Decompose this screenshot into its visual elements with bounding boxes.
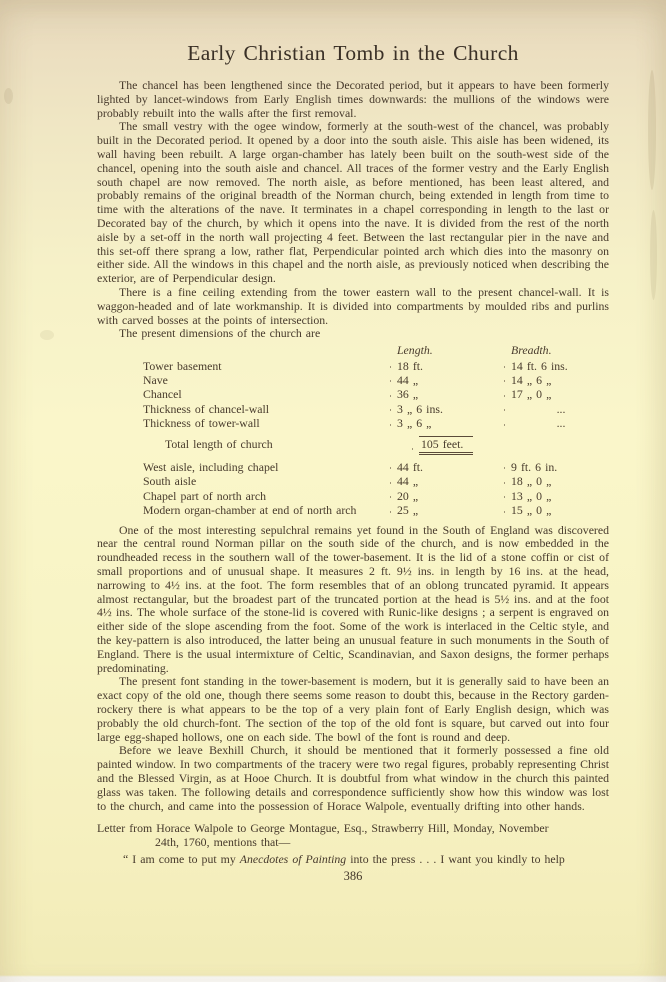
page-number: 386 <box>343 868 363 883</box>
row-breadth: 14 „ 6 „ <box>511 372 552 387</box>
letter-line-2: 24th, 1760, mentions that— <box>155 835 291 850</box>
table-row <box>143 416 609 430</box>
dot-leader <box>383 420 391 430</box>
row-breadth: ... <box>556 401 566 416</box>
row-label: Chancel <box>143 387 182 402</box>
paragraph-ceiling: There is a fine ceiling extending from the tower eastern wall to the present chancel-wall. It is waggon-headed and of late workmanship. It is divided into compartments by moulded ribs and purlins with carved bosses at the points of intersection. <box>97 284 609 327</box>
paragraph-dimensions-intro: The present dimensions of the church are <box>119 326 321 341</box>
dot-leader <box>383 362 391 372</box>
row-breadth: 14 ft. 6 ins. <box>511 358 568 373</box>
header-spacer <box>383 347 391 357</box>
dot-leader <box>497 405 505 415</box>
scan-smudge <box>650 210 657 300</box>
row-label: Nave <box>143 372 168 387</box>
row-length: 44 ft. <box>397 459 424 474</box>
row-label: Thickness of chancel-wall <box>143 401 270 416</box>
row-label: Chapel part of north arch <box>143 488 266 503</box>
scan-smudge <box>648 70 656 190</box>
paragraph-painted-window: Before we leave Bexhill Church, it should be mentioned that it formerly possessed a fine old painted window. In two compartments of the tracery were two regal figures, probably representing Christ and the Blessed Virgin, as at Hooe Church. It is doubtful from what window in the church this painted glass was taken. The following details and correspondence sufficiently show how this window was lost to the church, and came into the possession of Horace Walpole, eventually drifting into other hands. <box>97 743 609 813</box>
row-breadth: 15 „ 0 „ <box>511 503 552 518</box>
dot-leader <box>497 391 505 401</box>
row-length: 44 „ <box>397 474 419 489</box>
dot-leader <box>497 507 505 517</box>
row-breadth: 9 ft. 6 in. <box>511 459 558 474</box>
dimensions-table <box>143 343 609 517</box>
letter-line-1: Letter from Horace Walpole to George Montague, Esq., Strawberry Hill, Monday, November <box>97 821 549 836</box>
total-label: Total length of church <box>165 436 273 451</box>
table-row <box>143 387 609 401</box>
paragraph-sepulchral: One of the most interesting sepulchral remains yet found in the South of England was discovered near the central round Norman pillar on the south side of the church, and is now embedded in the roundheaded recess in the southern wall of the tower-basement. It is the lid of a stone coffin or cist of small proportions and of unusual shape. It measures 2 ft. 9½ ins. in length by 16 ins. at the head, narrowing to 4½ ins. at the foot. The form resembles that of an oblong truncated pyramid. It appears almost rectangular, but the broadest part of the truncated portion at the head is 5½ ins. and at the foot 4½ ins. The whole surface of the stone-lid is covered with Runic-like designs ; a serpent is engraved on either side of the slope ascending from the foot. Some of the work is interlaced in the Celtic style, and the key-pattern is also introduced, the latter being an unusual feature in such monuments in the South of England. There is the usual intermixture of Celtic, Scandinavian, and Saxon designs, the former perhaps predominating. <box>97 522 609 675</box>
dot-leader <box>383 376 391 386</box>
total-length-value: 105 feet. <box>419 436 473 455</box>
dot-leader <box>497 492 505 502</box>
table-row <box>143 489 609 503</box>
row-length: 3 „ 6 ins. <box>397 401 443 416</box>
table-row <box>143 359 609 373</box>
dot-leader <box>405 444 413 454</box>
dot-leader <box>383 391 391 401</box>
scan-smudge <box>40 330 54 340</box>
row-length: 20 „ <box>397 488 419 503</box>
dot-leader <box>383 478 391 488</box>
page-text-block <box>97 40 609 884</box>
scan-smudge <box>4 88 13 104</box>
paragraph-font: The present font standing in the tower-basement is modern, but it is generally said to have been an exact copy of the old one, though there seems some reason to doubt this, because in the Rectory garden-rockery there is what appears to be the top of a very plain font of Early English design, which was probably the old church-font. The section of the top of the old font is square, but carved out into four large egg-shaped hollows, one on each side. The bowl of the font is round and deep. <box>97 674 609 744</box>
paragraph-vestry: The small vestry with the ogee window, formerly at the south-west of the chancel, was probably built in the Decorated period. It opened by a door into the south aisle. This aisle has been widened, its wall having been rebuilt. A large organ-chamber has lately been built on the south-west side of the chancel, opening into the south aisle and chancel. All traces of the former vestry and the Early English south chapel are now removed. The north aisle, as before mentioned, has been least altered, and probably remains of the original breadth of the Norman church, being extended in length from time to time with the alterations of the nave. It terminates in a chapel corresponding in length to the last or Decorated bay of the church, by which it opens into the nave. It is divided from the rest of the north aisle by a set-off in the north wall projecting 4 feet. Between the last rectangular pier in the nave and this set-off there sprang a low, rather flat, Perpendicular pointed arch which dies into the masonry on either side. All the windows in this chapel and the north aisle, as previously noticed when describing the exterior, are of Perpendicular design. <box>97 119 609 286</box>
dot-leader <box>497 478 505 488</box>
table-total-row <box>143 435 609 455</box>
row-breadth: 13 „ 0 „ <box>511 488 552 503</box>
dot-leader <box>383 405 391 415</box>
header-spacer <box>497 347 505 357</box>
row-length: 18 ft. <box>397 358 424 373</box>
row-length: 36 „ <box>397 387 419 402</box>
dot-leader <box>497 362 505 372</box>
column-header-breadth: Breadth. <box>511 343 552 358</box>
row-breadth: ... <box>556 416 566 431</box>
dot-leader <box>497 463 505 473</box>
dot-leader <box>497 376 505 386</box>
table-row <box>143 402 609 416</box>
row-label: Thickness of tower-wall <box>143 416 260 431</box>
quote-book-title: Anecdotes of Painting <box>239 851 347 866</box>
letter-reference <box>97 822 609 850</box>
table-row <box>143 460 609 474</box>
row-label: West aisle, including chapel <box>143 459 279 474</box>
paragraph-chancel: The chancel has been lengthened since the Decorated period, but it appears to have been formerly lighted by lancet-windows from Early English times downwards: the mullions of the windows were probably rebuilt into the walls after the first removal. <box>97 78 609 120</box>
table-row <box>143 503 609 517</box>
row-label: Tower basement <box>143 358 222 373</box>
quote-text: into the press . . . I want you kindly to help <box>346 851 565 866</box>
spacer <box>519 444 527 454</box>
quote-text: “ I am come to put my <box>123 851 240 866</box>
letter-quote <box>97 853 609 867</box>
row-length: 44 „ <box>397 372 419 387</box>
row-label: South aisle <box>143 474 197 489</box>
column-header-length: Length. <box>397 343 433 358</box>
row-breadth: 17 „ 0 „ <box>511 387 552 402</box>
dot-leader <box>383 463 391 473</box>
dot-leader <box>383 507 391 517</box>
dimensions-table-header <box>143 343 609 357</box>
row-length: 3 „ 6 „ <box>397 416 432 431</box>
row-breadth: 18 „ 0 „ <box>511 474 552 489</box>
row-label: Modern organ-chamber at end of north arch <box>143 503 357 518</box>
page-title: Early Christian Tomb in the Church <box>187 41 519 65</box>
row-length: 25 „ <box>397 503 419 518</box>
table-row <box>143 373 609 387</box>
dot-leader <box>497 420 505 430</box>
table-row <box>143 474 609 488</box>
dot-leader <box>383 492 391 502</box>
